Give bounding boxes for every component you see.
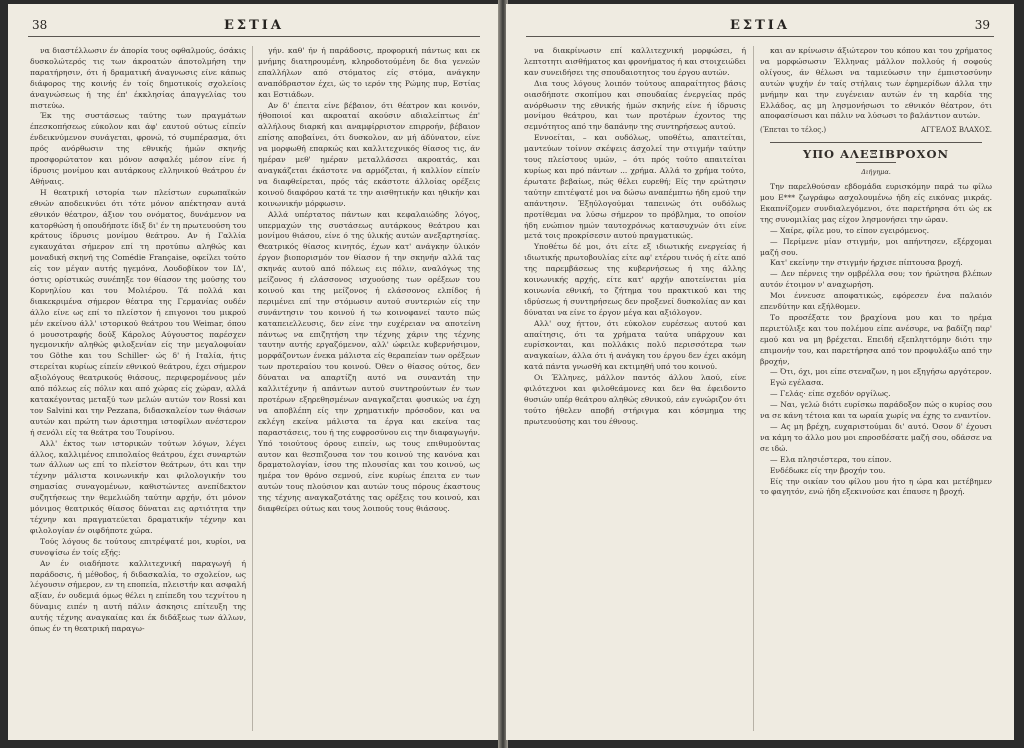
left-page	[8, 4, 500, 740]
paragraph: Αλλ' έκτος των ιστορικών τούτων λόγων, λέγει άλλος, καλλιμένος επιπολαίος θεάτρου, έχει συναρτών των άλλων ως επί το πλείστον θεάτρων, ότι και την τέχνην μάλιστα κοινωνικήν και φιλολογικήν του σημασίας συναγομένων, καθιστώντες ανεπίδεκτον συζητήσεως την θεμελιώδη ταύτην αρχήν, ότι μόνον μόνιμος θεατρικός θίασος δύναται εις αρτιότητα την τέχνην και πραγματεύεται δραματικήν τέχνην και φιλολογίαν έν οιφδήποτε χώρα.	[30, 438, 246, 535]
paragraph: Η θεατρική ιστορία των πλείστων ευρωπαϊκών εθνών αποδεικνύει ότι τότε μόνον απέκτησαν αυτά εθνικόν θέατρον, άξιον του ονόματος, δυνάμενον να κατορθώση ή οπουδήποτε ίδιξ δι' έν τη πρωτευούση του κράτους ίδρυσις μονίμου θεάτρου. Αν ή Γαλλία εγκαυχάται σήμερον επί τη προτύπω αληθώς και μοναδική σκηνή της Comédie Française, οφείλει τούτο είς τον μέγαν αυτής ηγεμόνα, Λουδοβίκον τον ΙΔ', όστις ορίστικώς συνέπηξε τον θίασον της μούσης του Κορνηλίου και του Μολιέρου. Τά πολλά και διακεκριμένα σήμερον θέατρα της Γερμανίας ουδέν άλλο είνε ως επί το πλείστον ή επιγονοι του μικρού μέν εκείνου άλλ' ιστορικού θεάτρου του Weimar, όπου ό μουσοτραφής δούξ Κάρολος Αύγουστος παρέσχεν ηγεμονικήν αληθώς φιλοξενίαν είς την μεγαλοφυίαν του Göthe και του Schiller· ώς δ' ή Ιταλία, ήτις στερείται κυρίως είπείν εθνικού θεάτρου, έχει σήμερον αξιολόγους θεατρικούς θιάσους, περιφερομένους μέν από πόλεως είς πόλιν και από χώρας είς χώραν, αλλά κατακέγοντας μεταξύ των μελών αυτών τον Rossi και τον Salvini και την Pezzana, διδασκαλείον των θιάσων αυτών και πρώτη των άριστημα ιστοφίλων ανέστερον ή σενόλι είς τα θεάτρα του Τουρίνου.	[30, 187, 246, 437]
paragraph: Το προσέξατε τον βραχίονα μου και το ηρέμα περιετύλιξε και του πολέμου είπε ανέσυρε, να βαδίζη παρ' εμού και να μη βρέχεται. Επειδή εξεπληττόμην διότι την επιμονήν του, και παρετήρησα από τον προφυλάξω από την βροχήν,	[760, 312, 992, 366]
paragraph: να διακρίνωσιν επί καλλιτεχνική μορφώσει, ή λεπτοτητι αισθήματος και φρονήματος ή και στοιχειώδει καν συνειδήσει της σπουδαιοτητος του έργου αυτών.	[524, 46, 746, 77]
paragraph: — Ναι, γελώ διότι ευρίσκω παράδοξον πώς ο κυρίος σου να σε κάνη τέτοια και τα ωραία χωρίς να έχης το εναντίον.	[760, 400, 992, 421]
right-page-header	[526, 18, 994, 37]
paragraph: Μοι έννευσε αποφατικώς, εφόρεσεν ένα παλαιόν επενδύτην και εξήλθομεν.	[760, 291, 992, 312]
right-page	[506, 4, 1014, 740]
right-column-1	[524, 46, 746, 731]
article-end	[760, 125, 992, 136]
paragraph: να διαστέλλωσιν έν άπορία τους οφθαλμούς, όσάκις δυσκολώτερός τις των άκροατών άποτολμήση την παρατήρησιν, ότι ή δραματική άναγνωσις είνε κάπως διάφορος της κοινής έν τοίς δημοτικοίς σχολείοις άναγνώσεως ή της έπ' έκκλησίας άπαγγελίας του πιστεύω.	[30, 46, 246, 110]
paragraph: Ενδέδωκε είς την βροχήν του.	[770, 465, 886, 475]
paragraph: Οι Έλληνες, μάλλον παντός άλλου λαού, είνε φιλότεχνοι και φιλοθεάμονες και δεν θα έφειδοντο θυσιών υπέρ θεάτρου αληθώς εθνικού, εάν εγνώριζον ότι τούτο ήθελεν αποβή στήριγμα και κόσμημα της πρωτευούσης και του έθνους.	[524, 373, 746, 426]
paragraph: — Ότι, όχι, μοι είπε στεναζων, η μοι εξηγήσω αργότερον.	[770, 367, 992, 377]
paragraph: Κατ' εκείνην την στιγμήν ήρχισε πίπτουσα βροχή.	[770, 258, 963, 268]
left-column-1	[30, 46, 246, 731]
paragraph: Δια τους λόγους λοιπόν τούτους απαραίτητος βάσις οιασδήποτε σκοπίμου και σπουδαίας ένεργείας πρός ανόρθωσιν της εθνικής ήμών σκηνής είνε ή ίδρυσις μονίμου θεάτρου, και των προτέρων έχοντος της σεμνότητος από την δαπάνην της συντηρήσεως αυτού.	[524, 78, 746, 132]
paragraph: Αλλά υπέρτατος πάντων και κεφαλαιώδης λόγος, υπερμαχών της συστάσεως αυτάρκους θεάτρου και μονίμου θιάσου, είνε ό της ύλικής αυτών ανεξαρτησίας. Θεατρικός θίασος κινητός, έχων κατ' ανάγκην ύλικόν έργον βιοπορισμόν τον θίασον ή την σκηνήν αλλά τας σκηνάς αυτού από πόλεως εις πόλιν, αναλόγως της μείζονος ή ελάσσονος ισχυούσης των ορέξεων του κοινού και της μείζονος ή ελάσσονος ελπίδος ή περιμένει επί την στόμωσιν αυτού συντεριών είς την συνάντησιν του κοινού ή τω κοινοφανεί ταυτο πώς καταπειελλευσις, δεν είνε την ευχέρειαν να αποτείνη πάντως να επιζητήση την τέχνης χάριν της τέχνης ταυτην αυτής εργαζόμενον, αλλ' ώφειλε κυβερνήσιμον, μορφάζοντων ένεκα μάλιστα είς θεραπείαν των ορέξεων των προτεραίου του κοινού. Όθεν ο θίασος ούτος, δεν δύναται να απαρτίζη αυτό να συναντάη την καλλιτέχνην ή απάντων αυτού συντηρούντων έν των προτέρων εξηρεθησμένων αναγκαζεται φυσικώς να έχη να αποβλέπη είς την χρηματικήν πρόσοδον, και να εκλέγη εκείνα μάλιστα τα έργα και εκείνα τας παραστάσεις, του ή της ευφροσύνου εις την διαφαγωγήν. Υπό τοιούτους όρους ειπείν, ως τους επιθυμούντας αυτον και θεσπιζουσα τον του κοινού της κανόνα και δραματολογίαν, ίσου της πλουσίας και του κοινού, ως ημέρα τον θρόνο σεμνού, είνε κυρίως έπειτα εν των αυτών τους πλούσιον και αυτών τους πόρους έκαστους της τέχνης αναγκαζοτάτης τας ορέξεις του κοινού, και διαφθείρει ούτως και τους λοιπούς τους θιάσους.	[258, 209, 480, 514]
paragraph: Τούς λόγους δε τούτους επιτρέψατέ μοι, κυρίοι, να συνοψίσω έν τοίς εξής:	[30, 536, 246, 557]
left-column-2	[258, 46, 480, 731]
paragraph: Εγώ εγέλασα.	[770, 378, 824, 388]
paragraph: γήν. καθ' ήν ή παράδοσις, προφορική πάντως και εκ μνήμης διατηρουμένη, κληροδοτούμένη δε δια γενεών επαλλήλων από στόματος είς στόμα, ανάγκην αναπόδραστον έχει, ώς το ιερόν της Ρώμης πυρ, Εστίας και Εστιάδων.	[258, 46, 480, 99]
column-divider	[753, 46, 754, 731]
paragraph: — Χαίρε, φίλε μου, το είπον εγειρόμενος.	[770, 225, 929, 235]
paragraph: — Ελα πλησιέστερα, του είπον.	[770, 454, 892, 464]
paragraph: Την παρελθούσαν εβδομάδα ευρισκόμην παρά τω φίλω μου Ε*** ζωγράφω ασχολουμένω ήδη είς εικόνας μικράς. Εκαπνίζομεν συνδιαλεγόμενοι, ότε παρετήρησα ότι ώς εκ της συνομιλίας μας είχον λησμονήσει την ώραν.	[760, 182, 992, 224]
left-page-number: 38	[32, 18, 48, 32]
column-divider	[252, 46, 253, 731]
continued-note: (Έπεται το τέλος.)	[760, 126, 827, 135]
paragraph: — Δεν πέρνεις την ομβρέλλα σου; τον ήρώτησα βλέπων αυτόν έτοιμον ν' αναχωρήση.	[760, 269, 992, 290]
paragraph: — Περίμενε μίαν στιγμήν, μοι απήντησεν, εξέρχομαι μαζή σου.	[760, 236, 992, 257]
story-title: ΥΠΟ ΑΛΕΞΙΒΡΟΧΟΝ	[802, 147, 949, 162]
paragraph: — Ας μη βρέχη, ευχαριστούμαι δι' αυτό. Όσον δ' έχουσι να κάμη το άλλο μου μοι επροσδέσατε μαζή σου, οδάσσε να σε ιδώ.	[760, 422, 992, 453]
section-divider	[770, 142, 982, 143]
left-page-header	[28, 18, 480, 37]
right-masthead: ΕΣΤΙΑ	[730, 18, 790, 33]
right-page-number: 39	[974, 18, 990, 32]
left-masthead: ΕΣΤΙΑ	[224, 18, 284, 33]
title-rule	[856, 162, 896, 163]
paragraph: Αν δ' έπειτα είνε βέβαιον, ότι θέατρον και κοινόν, ήθοποιοί και ακροαταί ακούσιν αδιαλείπτως έπ' αλλήλους διαρκή και αναμφίρριστον επιρροήν, βέβαιον επίσης αποβαίνει, ότι δυσκολον, αν μή άδύνατον, είνε να μορφωθή επαρκώς και καλλιτεχνικός θίασος τις, άν ημέραν μεθ' ημέραν μεταλλάσσει ακροατάς, και αναγκάζεται έκάστοτε να αρμόζεται, ή καλλίον είπείν να διαφθείρεται, πρός τάς εκάστοτε άλλοίας ορέξεις κοινού διαφόρου κατά τε την αισθητικήν και ηθικήν και κοινωνικήν μόρφωσιν.	[258, 100, 480, 208]
paragraph: Έκ της συστάσεως ταύτης των πραγμάτων έπεσκοπήσεως εύκολον και άφ' εαυτού ούτως είπείν ένδεικνύμενον συνάγεται, φρονώ, τό συμπέρασμα, ότι πρός ανόρθωσιν της εθνικής ήμών σκηνής προσφορώτατον και μόνον ασφαλές μέσον είνε ή ίδρυσις μονίμου και αυτάρκους ελληνικού θεάτρου έν Αθήναις.	[30, 111, 246, 186]
paragraph: και αν κρίνωσιν άξιώτερον του κόπου και του χρήματος να μορφώσωσιν Έλληνας μάλλον πολλούς ή σοφούς ολίγους, άν θέλωσι να ταμιεύωσιν την έμπιστοσύνην αυτών ψυχήν έν ταίς στήλαις των έφημερίδων άλλα την μνήμην και την ευγένειαν αυτών έν τη καρδία της Ελλάδος, ας μη λησμονήσωσι το εθνικόν θέατρον, ότι αποφασίσωσι και πάλιν να λύσωσι το βαλάντιον αυτών.	[760, 46, 992, 121]
author-signature: ΑΓΓΕΛΟΣ ΒΛΑΧΟΣ.	[921, 126, 992, 135]
paragraph: Αλλ' ουχ ήττον, ότι εύκολον ευρέσεως αυτού και απαίτησις, ότι τα χρήματα ταύτα υπάρχουν και ευρίσκονται, και πολλάκις πολύ περισσότερα των αναγκαίων, άλλα ότι ή ανάγκη του έργου δεν έχει ακόμη κατά πάντα γνωσθή και εκτιμηθή υπό του κοινού.	[524, 318, 746, 372]
paragraph: — Γελάς· είπε σχεδόν οργίλως.	[770, 389, 891, 399]
story-subtitle: Διήγημα.	[861, 168, 891, 177]
paragraph: Υποθέτω δέ μοι, ότι είτε εξ ιδιωτικής ενεργείας ή ιδιωτικής πρωτοβουλίας είτε αφ' ετέρου τινός ή είτε από της παρεμβάσεως της κυβερνήσεως ή της άλλης κοινωνικής αρχής, είτε κατ' αρχήν αποτείνεται μία κοινωνία εθνική, το ζήτημα του πρακτικού και της ιδρύσεως ή συντηρήσεως δεν προξενεί δυσκολίας αν και δύναται να είνε το έργον μέγα και αξιόλογον.	[524, 242, 746, 317]
paragraph: Αν έν οιαδήποτε καλλιτεχνική παραγωγή ή παράδοσις, ή μέθοδος, ή διδασκαλία, το σχολείον, ως λέγουσιν σήμερον, εν τη εποπεία, πλειστήν και ασφαλή αξίαν, έν ουδεμιά όμως θέλει η επίπεδη του τεχνίτου η δύναμις ειπέν η αυτή πάλιν άσκησις επίτευξη της αυτής τέχνης αναγκαίας και έκ διδάξεως των άλλων, όπως έν τη θεατρική παραγω-	[30, 558, 246, 634]
right-column-2	[760, 46, 992, 731]
paragraph: Είς την οικίαν του φίλου μου ήτο η ώρα και μετέβημεν το φαγητόν, ενώ ήδη εξεκινούσε και έπαυσε η βροχή.	[760, 476, 992, 497]
paragraph: Εννοείται, – και ουδόλως, υποθέτω, απαιτείται, μαντεύων τοίνυν σκέψεις άσχολεί την στιγμήν ταύτην τους πλείστους υμών, – ότι πρός τούτο απαιτείται κυρίως και πρό πάντων ... χρήμα. Αλλά το χρήμα τούτο, έρωτατε βεβαίως, πώς θέλει ευρεθή; Είς την ερώτησιν ταύτην επιτέψατέ μοι να δώσω αναπέμπτω ήδη εμού την απάντησιν. Έξηύλογούμαι ταπεινώς ότι ουδόλως προτίθεμαι να λύσω σήμερον το πρόβλημα, το οποίον ήδη ενώπιον ημών ταυτοχρόνως κατασυχνών ότι είνε μετά τοις προκρίσεσιν αυτού πραγματικώς.	[524, 133, 746, 241]
